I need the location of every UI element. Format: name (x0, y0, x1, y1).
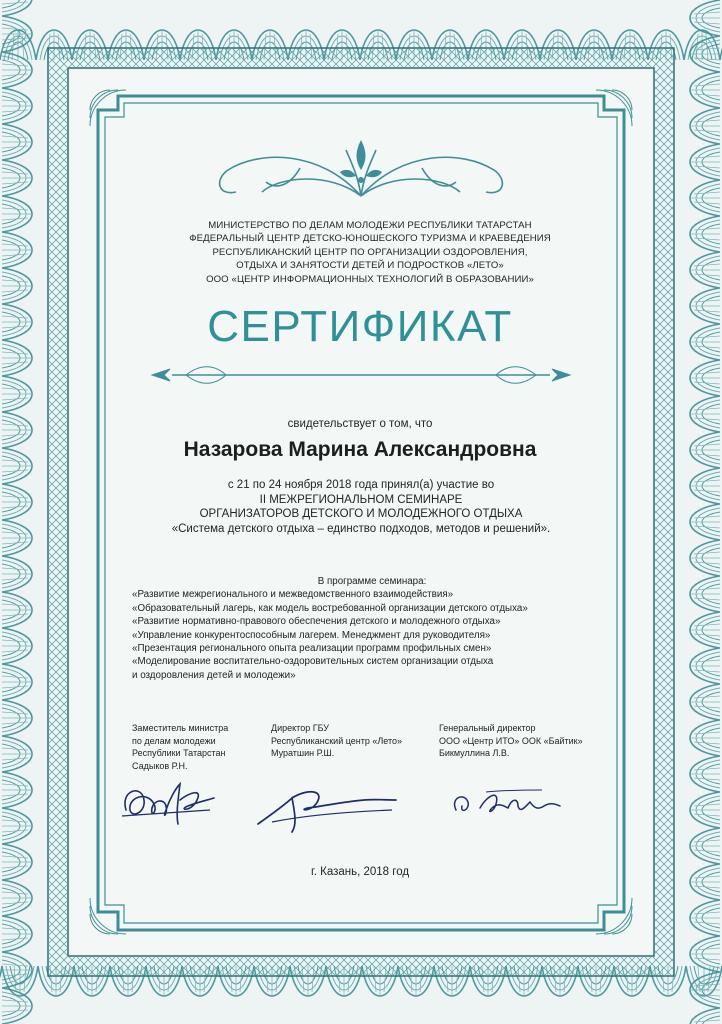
program-item: «Управление конкурентоспособным лагерем. Менеджмент для руководителя» (132, 629, 491, 641)
signer-line: Заместитель министра (132, 723, 229, 733)
signer-line: Республики Татарстан (132, 748, 226, 759)
program-item: «Образовательный лагерь, как модель востребованной организации детского отдыха» (132, 602, 528, 614)
org-line: ООО «ЦЕНТР ИНФОРМАЦИОННЫХ ТЕХНОЛОГИЙ В ОБРАЗОВАНИИ» (206, 273, 534, 285)
signer-line: Бикмуллина Л.В. (439, 748, 510, 759)
signer-line: ООО «Центр ИТО» ООК «Байтик» (439, 735, 583, 746)
program-item: «Презентация регионального опыта реализации программ профильных смен» (132, 643, 492, 655)
signature-1 (118, 770, 218, 834)
program-item: и оздоровления детей и молодежи» (132, 669, 296, 681)
program-item: «Развитие нормативно-правового обеспечения детского и молодежного отдыха» (132, 616, 501, 628)
org-line: ФЕДЕРАЛЬНЫЙ ЦЕНТР ДЕТСКО-ЮНОШЕСКОГО ТУРИЗМА И КРАЕВЕДЕНИЯ (189, 233, 551, 245)
participation-line: с 21 по 24 ноября 2018 года принял(а) участие во (227, 479, 495, 491)
signer-line: Генеральный директор (439, 723, 536, 733)
signer-line: Директор ГБУ (271, 723, 329, 733)
participation-line: ОРГАНИЗАТОРОВ ДЕТСКОГО И МОЛОДЕЖНОГО ОТДЫХА (199, 508, 523, 521)
issuing-organizations (150, 219, 590, 286)
signer-director (271, 722, 402, 760)
certificate-title: СЕРТИФИКАТ (207, 302, 513, 351)
certifies-text: свидетельствует о том, что (287, 418, 433, 430)
org-line: РЕСПУБЛИКАНСКИЙ ЦЕНТР ПО ОРГАНИЗАЦИИ ОЗДОРОВЛЕНИЯ, (212, 246, 528, 258)
signer-deputy-minister (132, 722, 228, 772)
recipient-name: Назарова Марина Александровна (183, 438, 537, 461)
program-heading: В программе семинара: (317, 576, 427, 587)
org-line: ОТДЫХА И ЗАНЯТОСТИ ДЕТЕЙ И ПОДРОСТКОВ «ЛЕТО» (236, 260, 504, 272)
participation-text (120, 478, 602, 536)
city-and-year: г. Казань, 2018 год (310, 866, 410, 878)
program-item: «Развитие межрегионального и межведомственного взаимодействия» (132, 589, 454, 601)
participation-line: II МЕЖРЕГИОНАЛЬНОМ СЕМИНАРЕ (259, 493, 463, 506)
seminar-program (132, 575, 612, 682)
signer-line: Муратшин Р.Ш. (271, 748, 335, 759)
signature-2 (252, 778, 402, 838)
signer-general-director (439, 722, 583, 760)
program-item: «Моделирование воспитательно-оздоровительных систем организации отдыха (132, 656, 494, 668)
signer-line: по делам молодежи (132, 735, 216, 746)
signer-line: Садыков Р.Н. (132, 760, 188, 771)
signature-3 (446, 784, 564, 824)
org-line: МИНИСТЕРСТВО ПО ДЕЛАМ МОЛОДЕЖИ РЕСПУБЛИКИ ТАТАРСТАН (208, 220, 532, 231)
signer-line: Республиканский центр «Лето» (271, 735, 403, 746)
participation-line: «Система детского отдыха – единство подходов, методов и решений». (171, 522, 551, 535)
